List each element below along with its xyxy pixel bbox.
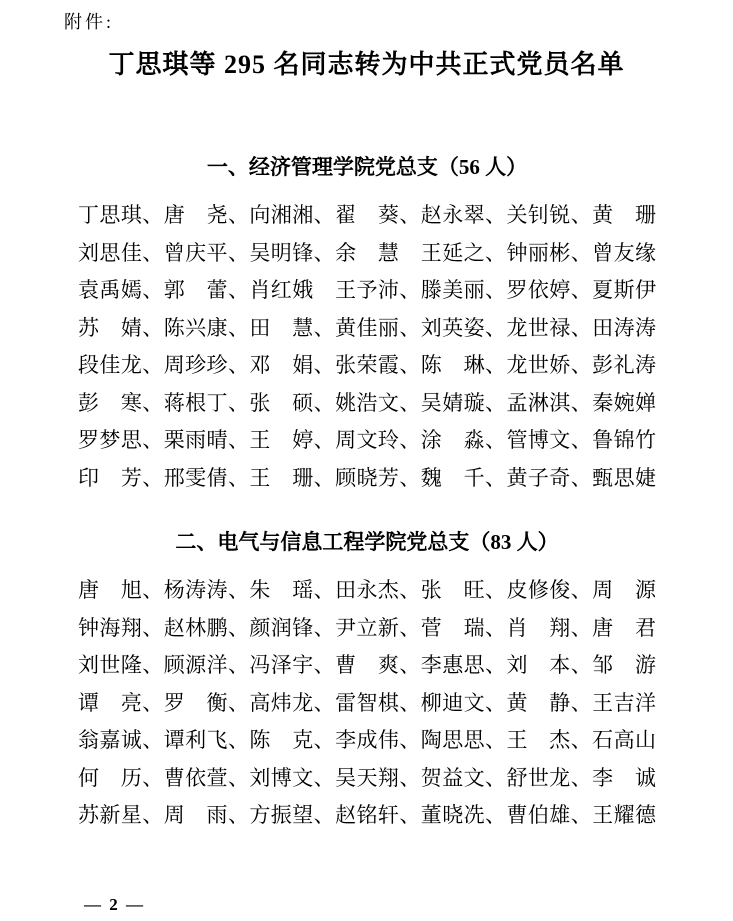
name-line: 谭 亮、罗 衡、高炜龙、雷智棋、柳迪文、黄 静、王吉洋 — [78, 690, 656, 715]
section-2 — [78, 527, 656, 835]
page-title: 丁思琪等 295 名同志转为中共正式党员名单 — [108, 50, 625, 79]
section-heading: 二、电气与信息工程学院党总支（83 人） — [175, 530, 559, 554]
name-line: 彭 寒、蒋根丁、张 硕、姚浩文、吴婧璇、孟淋淇、秦婉婵 — [78, 390, 656, 415]
name-line: 唐 旭、杨涛涛、朱 瑶、田永杰、张 旺、皮修俊、周 源 — [78, 578, 656, 602]
name-line: 刘世隆、顾源洋、冯泽宇、曹 爽、李惠思、刘 本、邹 游 — [78, 653, 656, 677]
page-number: — 2 — — [84, 895, 145, 914]
section-heading: 一、经济管理学院党总支（56 人） — [206, 155, 528, 179]
attachment-label: 附件: — [64, 12, 115, 32]
name-line: 印 芳、邢雯倩、王 珊、顾晓芳、魏 千、黄子奇、甄思婕 — [78, 465, 656, 490]
sections-container — [78, 152, 656, 835]
section-1 — [78, 152, 656, 497]
name-line: 钟海翔、赵林鹏、颜润锋、尹立新、菅 瑞、肖 翔、唐 君 — [78, 615, 656, 640]
name-line: 罗梦思、栗雨晴、王 婷、周文玲、涂 淼、管博文、鲁锦竹 — [78, 428, 656, 452]
name-line: 丁思琪、唐 尧、向湘湘、翟 葵、赵永翠、关钊锐、黄 珊 — [78, 203, 656, 227]
name-line: 何 历、曹依萱、刘博文、吴天翔、贺益文、舒世龙、李 诚 — [78, 765, 656, 790]
name-line: 袁禹嫣、郭 蕾、肖红娥 王予沛、滕美丽、罗依婷、夏斯伊 — [78, 278, 656, 302]
name-line: 苏 婧、陈兴康、田 慧、黄佳丽、刘英姿、龙世禄、田涛涛 — [78, 315, 656, 340]
name-line: 段佳龙、周珍珍、邓 娟、张荣霞、陈 琳、龙世娇、彭礼涛 — [78, 353, 656, 377]
name-line: 苏新星、周 雨、方振望、赵铭轩、董晓冼、曹伯雄、王耀德 — [78, 803, 656, 827]
name-line: 刘思佳、曾庆平、吴明锋、余 慧 王延之、钟丽彬、曾友缘 — [78, 240, 656, 265]
name-line: 翁嘉诚、谭利飞、陈 克、李成伟、陶思思、王 杰、石高山 — [78, 728, 656, 752]
